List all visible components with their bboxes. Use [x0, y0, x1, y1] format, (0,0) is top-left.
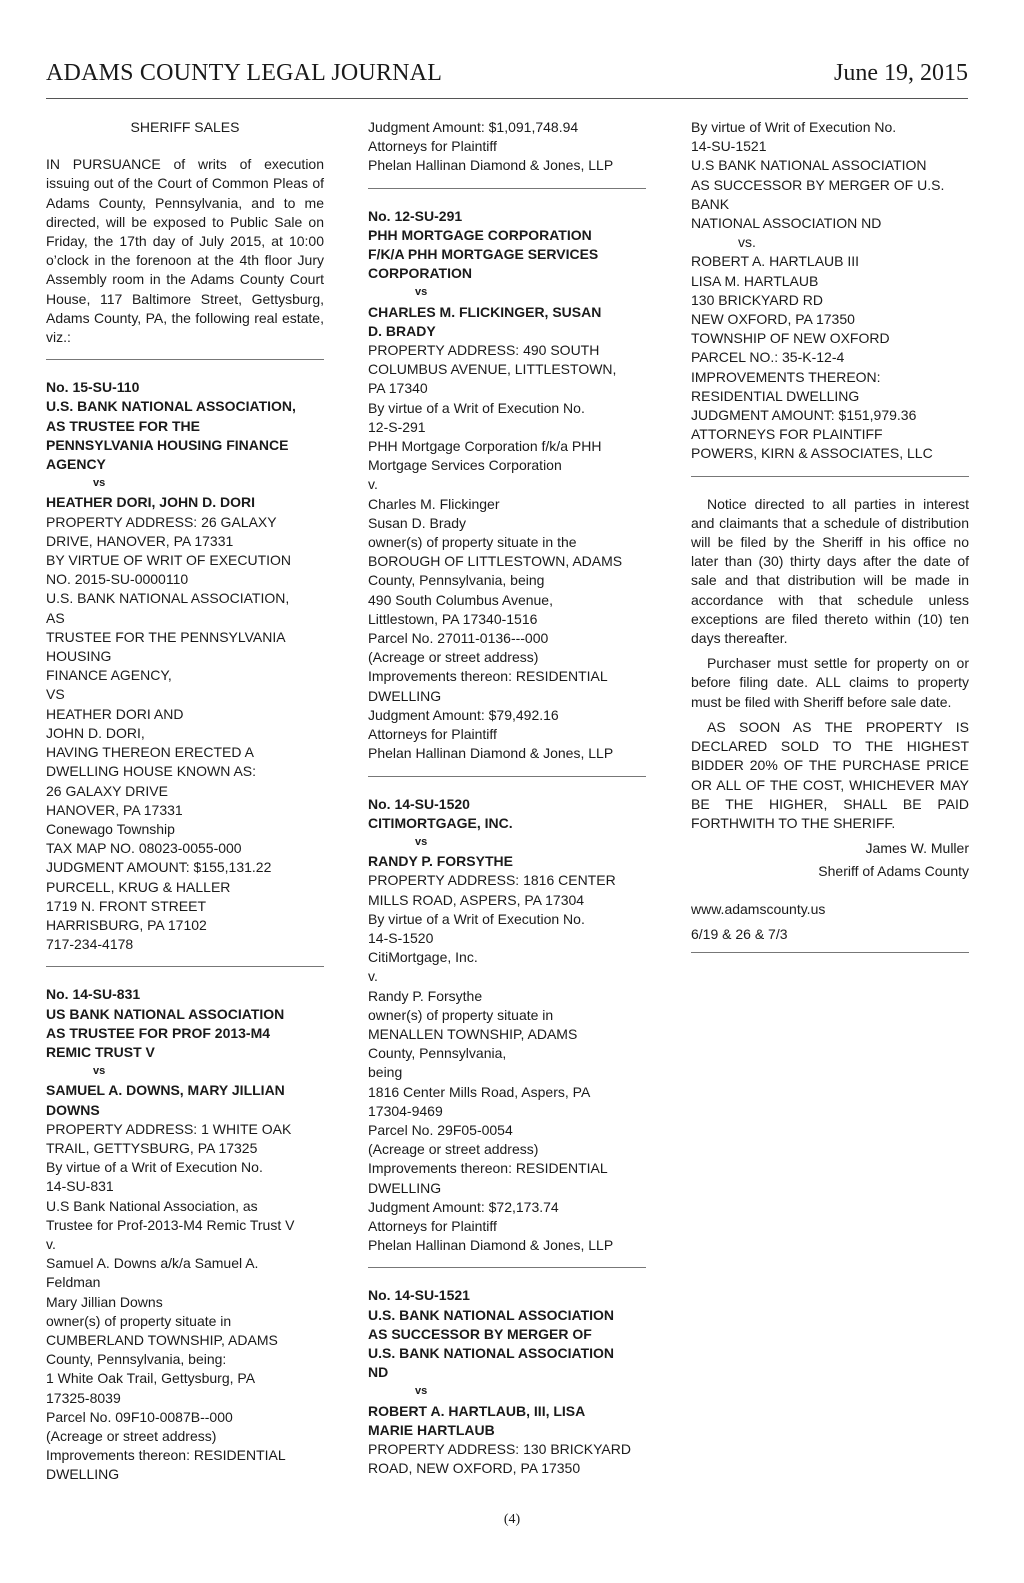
text-line: Improvements thereon: RESIDENTIAL [368, 668, 608, 685]
text-line: D. BRADY [368, 322, 436, 339]
text-line: DRIVE, HANOVER, PA 17331 [46, 532, 234, 549]
text-line: SAMUEL A. DOWNS, MARY JILLIAN [46, 1082, 285, 1099]
text-line: owner(s) of property situate in [368, 1006, 554, 1023]
text-line: PARCEL NO.: 35-K-12-4 [691, 349, 845, 366]
text-line: ND [368, 1364, 389, 1381]
text-line: 1719 N. FRONT STREET [46, 897, 207, 914]
case-number: No. 12-SU-291 [368, 207, 463, 224]
text-line: U.S. BANK NATIONAL ASSOCIATION, [46, 590, 290, 607]
text-line: County, Pennsylvania, being [368, 572, 545, 589]
text-line: Attorneys for Plaintiff [368, 1217, 497, 1234]
text-line: Conewago Township [46, 820, 175, 837]
text-line: By virtue of a Writ of Execution No. [46, 1159, 263, 1176]
text-line: JUDGMENT AMOUNT: $151,979.36 [691, 407, 917, 424]
text-line: Parcel No. 29F05-0054 [368, 1121, 513, 1138]
divider [691, 952, 969, 953]
text-line: Judgment Amount: $72,173.74 [368, 1198, 559, 1215]
text-line: (Acreage or street address) [46, 1428, 217, 1444]
text-line: 490 South Columbus Avenue, [368, 591, 553, 608]
text-line: REMIC TRUST V [46, 1043, 155, 1060]
text-line: 14-S-1520 [368, 929, 434, 946]
divider [368, 776, 646, 777]
sheriff-name: James W. Muller [865, 840, 969, 857]
text-line: NEW OXFORD, PA 17350 [691, 311, 855, 328]
text-line: TRUSTEE FOR THE PENNSYLVANIA [46, 628, 286, 645]
text-line: 17325-8039 [46, 1389, 121, 1406]
distribution-notice: Notice directed to all parties in interest and claimants that a schedule of distribution will be filed by the Sheriff in his office no later than (30) thirty days after the date of sale and that distribution will be made in accordance with that schedule unless exceptions are filed thereto within (10) ten days thereafter. [691, 495, 969, 647]
text-line: HARRISBURG, PA 17102 [46, 916, 207, 933]
text-line: DWELLING [368, 687, 442, 704]
text-line: Phelan Hallinan Diamond & Jones, LLP [368, 1237, 614, 1254]
case-continuation [368, 118, 646, 176]
text-line: BANK [691, 195, 730, 212]
text-line: Attorneys for Plaintiff [368, 138, 497, 155]
text-line: AS SUCCESSOR BY MERGER OF U.S. [691, 176, 945, 193]
text-line: Mortgage Services Corporation [368, 457, 562, 474]
text-line: CITIMORTGAGE, INC. [368, 814, 513, 831]
text-line: HEATHER DORI, JOHN D. DORI [46, 494, 255, 511]
text-line: ROBERT A. HARTLAUB, III, LISA [368, 1402, 586, 1419]
text-line: TOWNSHIP OF NEW OXFORD [691, 330, 890, 347]
text-line: NATIONAL ASSOCIATION ND [691, 215, 882, 232]
issue-date: June 19, 2015 [834, 60, 968, 86]
text-line: IMPROVEMENTS THEREON: [691, 368, 881, 385]
text-line: TAX MAP NO. 08023-0055-000 [46, 840, 242, 857]
case-12-su-291 [368, 207, 646, 764]
case-details [691, 252, 969, 463]
publication-dates: 6/19 & 26 & 7/3 [691, 925, 788, 942]
case-14-su-1521 [368, 1286, 646, 1478]
column-1 [46, 118, 324, 1485]
defendant [46, 493, 324, 512]
text-line: Phelan Hallinan Diamond & Jones, LLP [368, 745, 614, 762]
divider [46, 966, 324, 967]
text-line: PROPERTY ADDRESS: 1 WHITE OAK [46, 1120, 292, 1137]
text-line: 14-SU-1521 [691, 138, 767, 155]
text-line: POWERS, KIRN & ASSOCIATES, LLC [691, 445, 933, 462]
text-line: PROPERTY ADDRESS: 26 GALAXY [46, 513, 277, 530]
text-line: v. [368, 476, 378, 493]
text-line: U.S Bank National Association, as [46, 1197, 258, 1214]
text-line: owner(s) of property situate in the [368, 534, 577, 551]
versus-label: vs [93, 1065, 106, 1078]
case-details [368, 871, 646, 1255]
text-line: U.S. BANK NATIONAL ASSOCIATION [368, 1344, 615, 1361]
text-line: Charles M. Flickinger [368, 495, 500, 512]
text-line: HAVING THEREON ERECTED A [46, 744, 254, 761]
text-line: PROPERTY ADDRESS: 1816 CENTER [368, 872, 616, 889]
text-line: LISA M. HARTLAUB [691, 272, 819, 289]
plaintiff [368, 1306, 646, 1383]
case-14-su-1520 [368, 795, 646, 1256]
text-line: Samuel A. Downs a/k/a Samuel A. [46, 1255, 259, 1272]
case-details [691, 118, 969, 233]
text-line: PROPERTY ADDRESS: 490 SOUTH [368, 342, 600, 359]
text-line: VS [46, 686, 65, 703]
text-line: County, Pennsylvania, being: [46, 1351, 227, 1368]
sheriff-title: Sheriff of Adams County [818, 863, 969, 880]
section-heading: SHERIFF SALES [130, 119, 240, 135]
text-line: being [368, 1064, 403, 1081]
text-line: Trustee for Prof-2013-M4 Remic Trust V [46, 1216, 295, 1233]
payment-notice: AS SOON AS THE PROPERTY IS DECLARED SOLD TO THE HIGHEST BIDDER 20% OF THE PURCHASE PRICE OR ALL OF THE COST, WHICHEVER MAY BE THE HIGHER, SHALL BE PAID FORTHWITH TO THE SHERIFF. [691, 718, 969, 831]
plaintiff [368, 814, 646, 833]
column-3 [691, 118, 969, 971]
text-line: Improvements thereon: RESIDENTIAL [368, 1160, 608, 1177]
case-number: No. 14-SU-1521 [368, 1287, 470, 1304]
text-line: BY VIRTUE OF WRIT OF EXECUTION [46, 552, 292, 569]
text-line: Randy P. Forsythe [368, 987, 483, 1004]
text-line: AS SUCCESSOR BY MERGER OF [368, 1325, 592, 1342]
text-line: PROPERTY ADDRESS: 130 BRICKYARD [368, 1441, 631, 1457]
text-line: (Acreage or street address) [368, 649, 539, 666]
plaintiff [46, 1005, 324, 1063]
text-line: 1 White Oak Trail, Gettysburg, PA [46, 1370, 256, 1387]
defendant [368, 303, 646, 341]
versus-label: vs [415, 835, 428, 848]
text-line: RANDY P. FORSYTHE [368, 853, 513, 870]
case-details [46, 513, 324, 955]
text-line: County, Pennsylvania, [368, 1045, 507, 1062]
text-line: 12-S-291 [368, 418, 426, 435]
column-2 [368, 118, 646, 1478]
versus-label: vs [415, 286, 428, 299]
text-line: PENNSYLVANIA HOUSING FINANCE [46, 436, 289, 453]
text-line: F/K/A PHH MORTGAGE SERVICES [368, 246, 599, 263]
text-line: Attorneys for Plaintiff [368, 726, 497, 743]
divider [691, 476, 969, 477]
page-number: (4) [503, 1512, 521, 1527]
text-line: COLUMBUS AVENUE, LITTLESTOWN, [368, 361, 617, 378]
text-line: U.S. BANK NATIONAL ASSOCIATION, [46, 398, 296, 415]
text-line: Parcel No. 27011-0136---000 [368, 630, 549, 647]
text-line: 26 GALAXY DRIVE [46, 782, 168, 799]
versus-label: vs. [738, 234, 756, 251]
text-line: By virtue of a Writ of Execution No. [368, 910, 585, 927]
text-line: DOWNS [46, 1101, 100, 1118]
text-line: CUMBERLAND TOWNSHIP, ADAMS [46, 1331, 278, 1348]
text-line: AS [46, 609, 65, 626]
text-line: TRAIL, GETTYSBURG, PA 17325 [46, 1139, 258, 1156]
text-line: Susan D. Brady [368, 514, 467, 531]
text-line: JUDGMENT AMOUNT: $155,131.22 [46, 859, 272, 876]
text-line: DWELLING [46, 1466, 120, 1483]
text-line: By virtue of a Writ of Execution No. [368, 399, 585, 416]
text-line: DWELLING [368, 1179, 442, 1196]
case-details [46, 1120, 324, 1485]
text-line: Phelan Hallinan Diamond & Jones, LLP [368, 157, 614, 174]
text-line: ROAD, NEW OXFORD, PA 17350 [368, 1460, 581, 1477]
text-line: HEATHER DORI AND [46, 705, 184, 722]
text-line: US BANK NATIONAL ASSOCIATION [46, 1005, 285, 1022]
text-line: CitiMortgage, Inc. [368, 949, 478, 966]
text-line: PHH Mortgage Corporation f/k/a PHH [368, 438, 602, 455]
text-line: 130 BRICKYARD RD [691, 291, 824, 308]
text-line: NO. 2015-SU-0000110 [46, 571, 189, 588]
text-line: CHARLES M. FLICKINGER, SUSAN [368, 303, 602, 320]
case-number: No. 14-SU-831 [46, 986, 141, 1003]
text-line: U.S BANK NATIONAL ASSOCIATION [691, 157, 927, 174]
case-14-su-1521-continued [691, 118, 969, 464]
divider [46, 359, 324, 360]
text-line: FINANCE AGENCY, [46, 667, 172, 684]
text-line: PHH MORTGAGE CORPORATION [368, 226, 592, 243]
text-line: PURCELL, KRUG & HALLER [46, 878, 231, 895]
case-15-su-110 [46, 378, 324, 954]
text-line: DWELLING HOUSE KNOWN AS: [46, 763, 257, 780]
text-line: Mary Jillian Downs [46, 1293, 163, 1310]
text-line: 14-SU-831 [46, 1178, 114, 1195]
text-line: owner(s) of property situate in [46, 1312, 232, 1329]
plaintiff [368, 226, 646, 284]
divider [368, 1267, 646, 1268]
text-line: v. [368, 968, 378, 985]
text-line: Parcel No. 09F10-0087B--000 [46, 1408, 233, 1425]
text-line: (Acreage or street address) [368, 1141, 539, 1158]
masthead [46, 58, 968, 99]
text-line: v. [46, 1235, 56, 1252]
versus-label: vs [93, 477, 106, 490]
plaintiff [46, 397, 324, 474]
defendant [46, 1081, 324, 1119]
case-details [368, 341, 646, 763]
text-line: Judgment Amount: $1,091,748.94 [368, 119, 579, 135]
text-line: MILLS ROAD, ASPERS, PA 17304 [368, 891, 585, 908]
text-line: 1816 Center Mills Road, Aspers, PA [368, 1083, 591, 1100]
text-line: By virtue of Writ of Execution No. [691, 119, 897, 135]
text-line: ATTORNEYS FOR PLAINTIFF [691, 426, 883, 443]
journal-title: ADAMS COUNTY LEGAL JOURNAL [46, 60, 443, 86]
text-line: U.S. BANK NATIONAL ASSOCIATION [368, 1306, 615, 1323]
text-line: 717-234-4178 [46, 936, 134, 953]
text-line: AGENCY [46, 456, 106, 473]
divider [368, 188, 646, 189]
defendant [368, 1402, 646, 1440]
text-line: PA 17340 [368, 380, 428, 397]
text-line: AS TRUSTEE FOR THE [46, 417, 201, 434]
text-line: Judgment Amount: $79,492.16 [368, 706, 559, 723]
intro-paragraph: IN PURSUANCE of writs of execution issuing out of the Court of Common Pleas of Adams County, Pennsylvania, and to me directed, will be exposed to Public Sale on Friday, the 17th day of July 2015, at 10:00 o’clock in the forenoon at the 4th floor Jury Assembly room in the Adams County Court House, 117 Baltimore Street, Gettysburg, Adams County, PA, the following real estate, viz.: [46, 156, 324, 346]
case-14-su-831 [46, 985, 324, 1484]
text-line: RESIDENTIAL DWELLING [691, 387, 860, 404]
text-line: ROBERT A. HARTLAUB III [691, 253, 860, 270]
settlement-notice: Purchaser must settle for property on or before filing date. ALL claims to property must be filed with Sheriff before sale date. [691, 655, 969, 710]
website-link[interactable]: www.adamscounty.us [691, 900, 826, 917]
text-line: Improvements thereon: RESIDENTIAL [46, 1447, 286, 1464]
defendant [368, 852, 646, 871]
text-line: Littlestown, PA 17340-1516 [368, 610, 538, 627]
text-line: HOUSING [46, 648, 112, 665]
text-line: JOHN D. DORI, [46, 724, 145, 741]
text-line: 17304-9469 [368, 1102, 443, 1119]
case-number: No. 14-SU-1520 [368, 795, 470, 812]
text-line: MENALLEN TOWNSHIP, ADAMS [368, 1025, 578, 1042]
text-line: BOROUGH OF LITTLESTOWN, ADAMS [368, 553, 623, 570]
text-line: HANOVER, PA 17331 [46, 801, 183, 818]
text-line: CORPORATION [368, 265, 472, 282]
versus-label: vs [415, 1385, 428, 1398]
text-line: MARIE HARTLAUB [368, 1421, 495, 1438]
text-line: Feldman [46, 1274, 101, 1291]
text-line: AS TRUSTEE FOR PROF 2013-M4 [46, 1024, 271, 1041]
case-details [368, 1440, 646, 1478]
case-number: No. 15-SU-110 [46, 379, 140, 396]
